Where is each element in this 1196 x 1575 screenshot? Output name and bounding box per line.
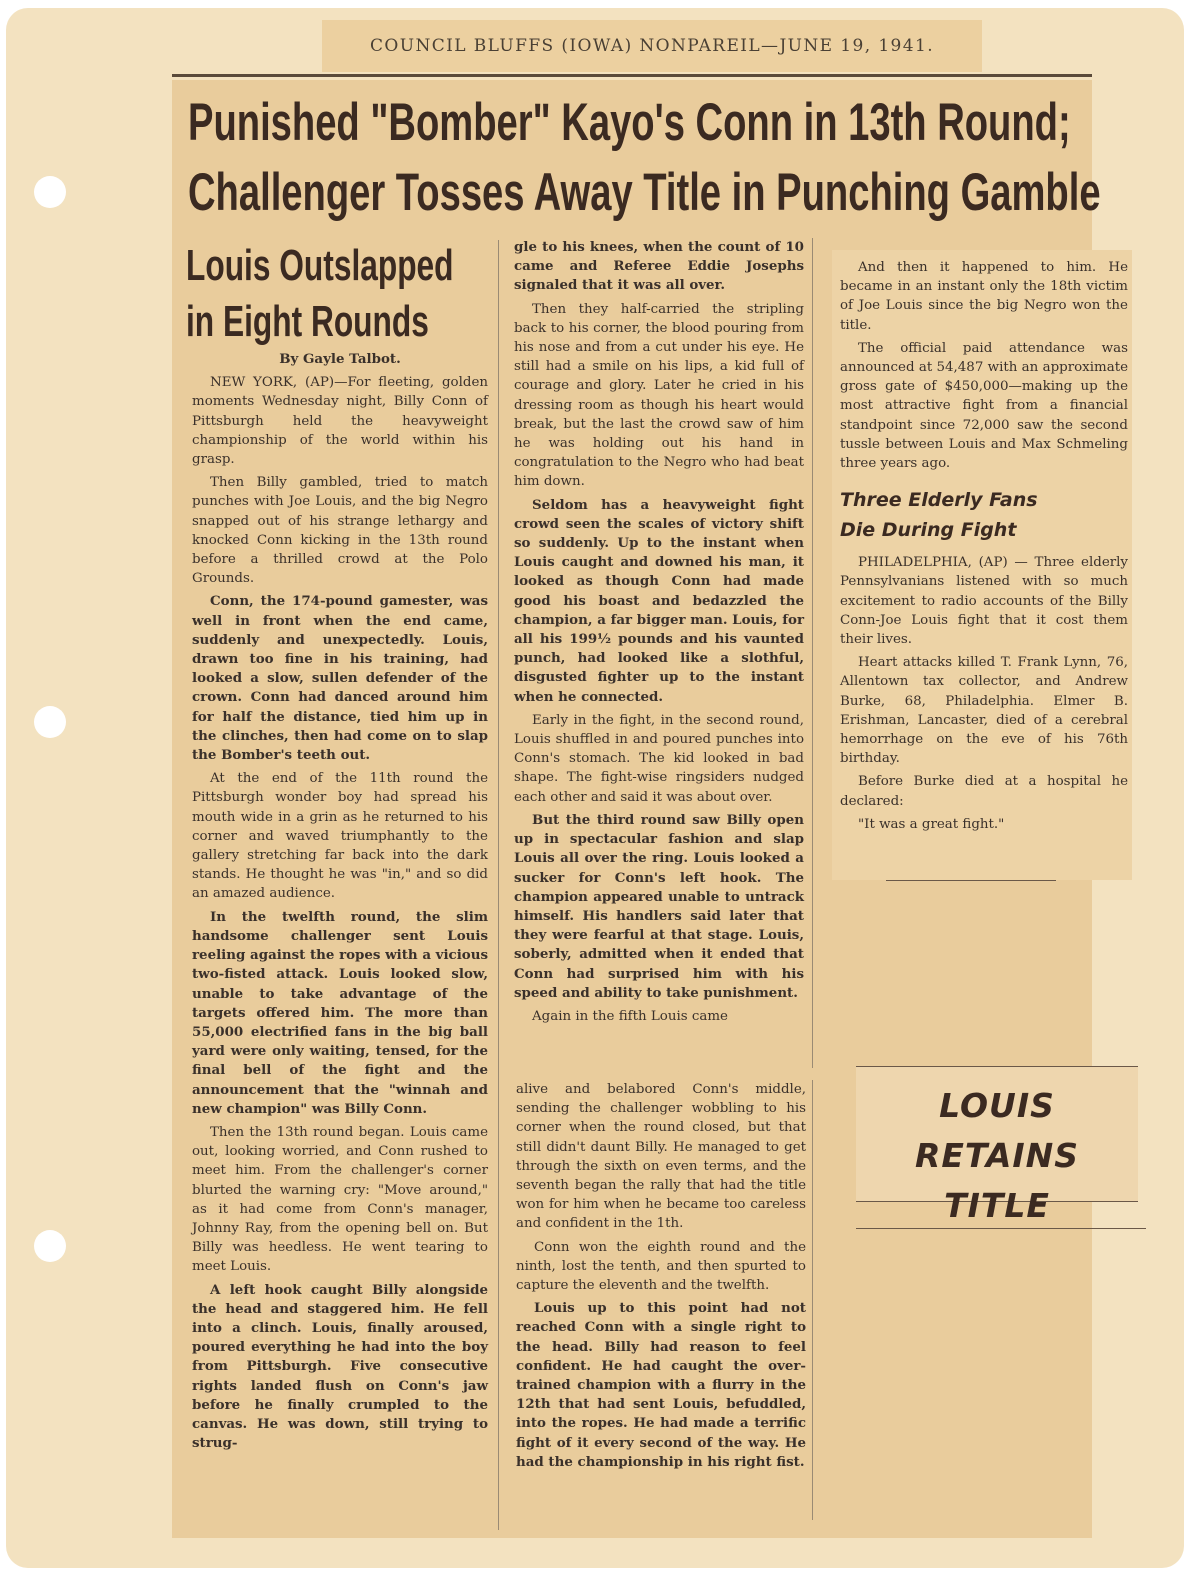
paragraph: Then they half-carried the stripling back to his corner, the blood pouring from his nose and from a cut under his eye. He still had a smile on his lips, a kid full of courage and glory. Later he cried in his dressing room as though his heart would break, but the last the crowd saw of him he was holding out his hand in congratulation to the Negro who had beat him down. <box>514 301 804 490</box>
binder-hole <box>34 706 66 738</box>
column-rule <box>812 1080 813 1520</box>
source-dateline-strip: COUNCIL BLUFFS (IOWA) NONPAREIL—JUNE 19, 1941. <box>322 20 982 72</box>
paragraph: The official paid attendance was announced at 54,487 with an approximate gross gate of $450,000—making up the most attractive fight from a financial standpoint since 72,000 saw the second tussle between Louis and Max Schmeling three years ago. <box>840 340 1128 472</box>
headline-line-1: Punished "Bomber" Kayo's Conn in 13th Round; <box>188 93 1071 152</box>
binder-hole <box>34 176 66 208</box>
side-headline <box>840 485 1128 545</box>
side-headline-line-2: Die During Fight <box>840 519 1017 542</box>
top-rule <box>172 74 1092 77</box>
end-rule <box>886 880 1056 881</box>
paragraph: alive and belabored Conn's middle, sending the challenger wobbling to his corner when the round closed, but that still didn't daunt Billy. He managed to get through the sixth on even terms, and the seventh began the rally that had the title won for him when he became too careless and confident in the 1th. <box>516 1082 806 1232</box>
paragraph: And then it happened to him. He became in an instant only the 18th victim of Joe Louis since the big Negro won the title. <box>840 260 1128 333</box>
headline <box>188 88 1101 228</box>
paragraph: At the end of the 11th round the Pittsburgh wonder boy had spread his mouth wide in a grin as he returned to his corner and waved triumphantly to the gallery stretching far back into the dark stands. He thought he was "in," and so did an amazed audience. <box>192 771 488 902</box>
subheadline-line-1: Louis Outslapped <box>186 241 454 290</box>
paragraph: Conn, the 174-pound gamester, was well in front when the end came, suddenly and unexpectedly. Louis, drawn too fine in his training, had looked a slow, sullen defender of the crown. Conn had danced around him for half the distance, tied him up in the clinches, then had come on to slap the Bomber's teeth out. <box>192 593 488 764</box>
clipping-rule <box>856 1228 1146 1229</box>
byline: By Gayle Talbot. <box>279 351 401 367</box>
story-column-2 <box>514 238 804 1030</box>
paragraph: "It was a great fight." <box>858 816 1005 832</box>
louis-retains-title-clipping <box>856 1066 1138 1225</box>
paragraph: In the twelfth round, the slim handsome challenger sent Louis reeling against the ropes with a vicious two-fisted attack. Louis looked slow, unable to take advantage of the targets offered him. The more than 55,000 electrified fans in the big ball yard were only waiting, tensed, for the final bell of the fight and the announcement that the "winnah and new champion" was Billy Conn. <box>192 908 488 1117</box>
story-column-1 <box>192 350 488 1457</box>
paragraph: NEW YORK, (AP)—For fleeting, golden moments Wednesday night, Billy Conn of Pittsburgh held the heavyweight championship of the world within his grasp. <box>192 375 488 468</box>
retains-line-2: TITLE <box>944 1186 1050 1225</box>
paragraph: Early in the fight, in the second round, Louis shuffled in and poured punches into Conn's stomach. The kid looked in bad shape. The fight-wise ringsiders nudged each other and said it was about over. <box>514 712 804 805</box>
paragraph: Then the 13th round began. Louis came out, looking worried, and Conn rushed to meet him. From the challenger's corner blurted the warning cry: "Move around," as it had come from Conn's manager, Johnny Ray, from the opening bell on. But Billy was heedless. He went tearing to meet Louis. <box>192 1124 488 1275</box>
paragraph: A left hook caught Billy alongside the head and staggered him. He fell into a clinch. Louis, finally aroused, poured everything he had into the boy from Pittsburgh. Five consecutive rights landed flush on Conn's jaw before he finally crumpled to the canvas. He was down, still trying to strug- <box>192 1281 488 1452</box>
side-story-column <box>840 258 1128 838</box>
paragraph: gle to his knees, when the count of 10 came and Referee Eddie Josephs signaled that it was all over. <box>514 239 804 294</box>
subheadline <box>186 238 454 350</box>
paragraph: Seldom has a heavyweight fight crowd seen the scales of victory shift so suddenly. Up to the instant when Louis caught and downed his man, it looked as though Conn had made good his boast and bedazzled the champion, a far bigger man. Louis, for all his 199½ pounds and his vaunted punch, had looked like a slothful, disgusted fighter up to the instant when he connected. <box>514 496 804 705</box>
binder-hole <box>34 1230 66 1262</box>
column-rule <box>812 238 813 1068</box>
paragraph: Conn won the eighth round and the ninth, lost the tenth, and then spurted to capture the eleventh and the twelfth. <box>516 1239 806 1294</box>
retains-line-1: LOUIS RETAINS <box>914 1086 1080 1175</box>
story-column-2-continued <box>516 1080 806 1476</box>
paragraph: Then Billy gambled, tried to match punches with Joe Louis, and the big Negro snapped out of his strange lethargy and knocked Conn kicking in the 13th round before a thrilled crowd at the Polo Grounds. <box>192 475 488 587</box>
paragraph: PHILADELPHIA, (AP) — Three elderly Pennsylvanians listened with so much excitement to radio accounts of the Billy Conn-Joe Louis fight that it cost them their lives. <box>840 555 1128 648</box>
paragraph: Before Burke died at a hospital he declared: <box>840 774 1128 809</box>
headline-line-2: Challenger Tosses Away Title in Punching Gamble <box>188 163 1101 222</box>
subheadline-line-2: in Eight Rounds <box>186 297 429 346</box>
paragraph: Heart attacks killed T. Frank Lynn, 76, Allentown tax collector, and Andrew Burke, 68, Philadelphia. Elmer B. Erishman, Lancaster, died of a cerebral hemorrhage on the eve of his 76th birthday. <box>840 655 1128 767</box>
column-rule <box>498 240 499 1530</box>
paragraph: Again in the fifth Louis came <box>532 1008 728 1024</box>
paragraph: But the third round saw Billy open up in spectacular fashion and slap Louis all over the ring. Louis looked a sucker for Conn's left hook. The champion appeared unable to untrack himself. His handlers said later that they were fearful at that stage. Louis, soberly, admitted when it ended that Conn had surprised him with his speed and ability to take punishment. <box>514 811 804 1001</box>
paragraph: Louis up to this point had not reached Conn with a single right to the head. Billy had reason to feel confident. He had caught the over-trained champion with a flurry in the 12th that had sent Louis, befuddled, into the ropes. He had made a terrific fight of it every second of the way. He had the championship in his right fist. <box>516 1300 806 1470</box>
side-headline-line-1: Three Elderly Fans <box>840 489 1038 512</box>
